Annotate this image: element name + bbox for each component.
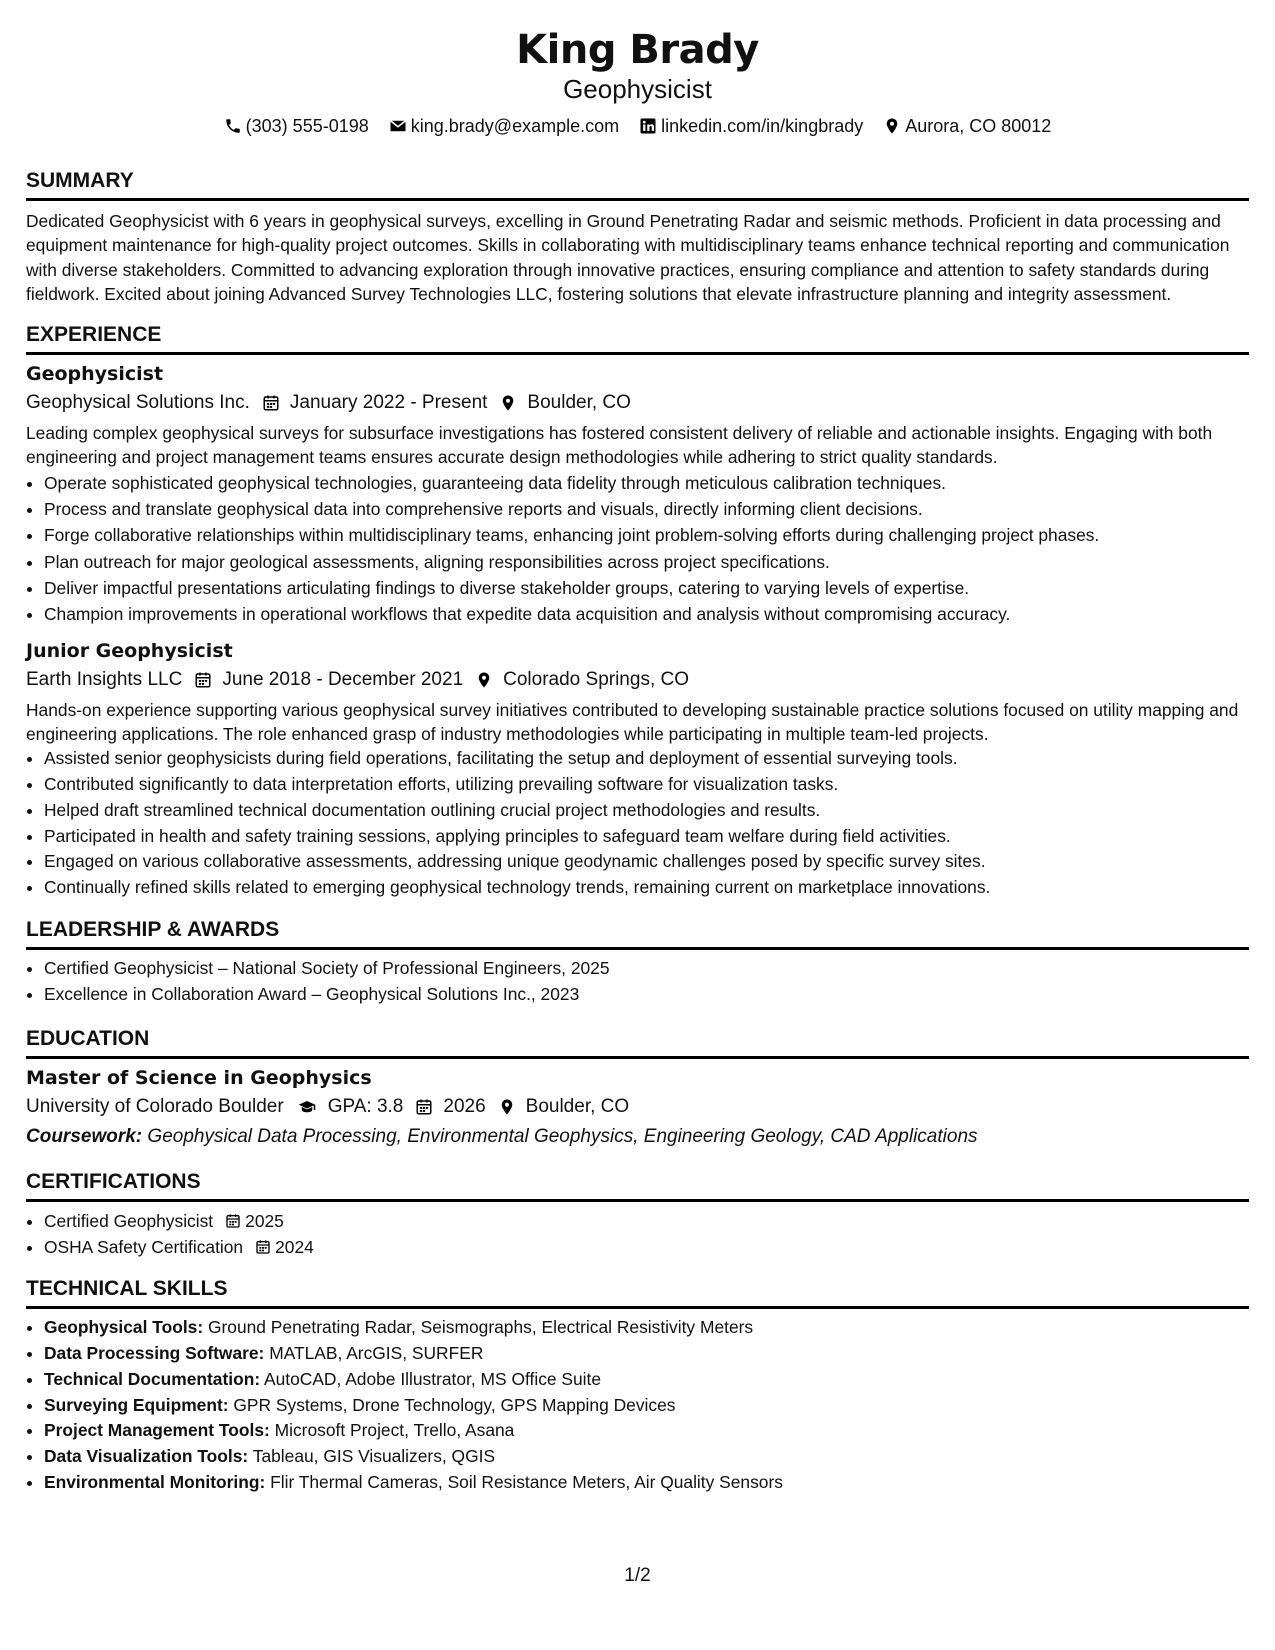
- linkedin-text: linkedin.com/in/kingbrady: [661, 116, 864, 136]
- graduation-cap-icon: [296, 1098, 318, 1116]
- skill-label: Geophysical Tools:: [44, 1317, 204, 1338]
- list-item: • Plan outreach for major geological assessments, aligning responsibilities across project specifications.: [44, 549, 1249, 575]
- skill-label: Data Visualization Tools:: [44, 1446, 249, 1467]
- list-item: • Contributed significantly to data interpretation efforts, utilizing prevailing software for visualization tasks.: [44, 772, 1249, 798]
- cert-year: 2025: [245, 1210, 284, 1231]
- job-bullets: [26, 746, 1249, 901]
- linkedin-icon: [639, 117, 657, 135]
- calendar-icon: [262, 394, 280, 412]
- job-location: [499, 389, 631, 417]
- coursework-text: Geophysical Data Processing, Environmental Geophysics, Engineering Geology, CAD Applications: [147, 1125, 978, 1147]
- school-location-text: Boulder, CO: [525, 1095, 630, 1117]
- map-pin-icon: [883, 117, 901, 135]
- list-item: • Helped draft streamlined technical documentation outlining crucial project methodologies and results.: [44, 798, 1249, 824]
- summary-section: [26, 168, 1249, 306]
- company-name: Geophysical Solutions Inc.: [26, 392, 250, 414]
- company-name: Earth Insights LLC: [26, 668, 183, 690]
- list-item: [44, 1341, 1249, 1367]
- list-item: [44, 1393, 1249, 1419]
- calendar-icon: [194, 671, 212, 689]
- job-bullets: [26, 470, 1249, 628]
- graduation-year-text: 2026: [443, 1095, 486, 1117]
- list-item: • Deliver impactful presentations articulating findings to diverse stakeholder groups, catering to varying levels of expertise.: [44, 575, 1249, 601]
- list-item: • Certified Geophysicist – National Society of Professional Engineers, 2025: [44, 956, 1249, 982]
- job-title: Geophysicist: [26, 363, 164, 386]
- skill-label: Project Management Tools:: [44, 1420, 270, 1441]
- cert-date: [255, 1234, 314, 1260]
- leadership-list: [26, 956, 1249, 1008]
- candidate-name: King Brady: [516, 27, 759, 73]
- gpa: [296, 1093, 404, 1121]
- skill-value: GPR Systems, Drone Technology, GPS Mapping Devices: [233, 1394, 676, 1415]
- job-meta: [26, 666, 1249, 694]
- leadership-section: [26, 917, 1249, 1008]
- list-item: • Excellence in Collaboration Award – Geophysical Solutions Inc., 2023: [44, 982, 1249, 1008]
- skill-value: Microsoft Project, Trello, Asana: [274, 1420, 515, 1441]
- section-heading: EXPERIENCE: [26, 322, 1249, 355]
- cert-name: • OSHA Safety Certification: [44, 1236, 244, 1257]
- section-heading: SUMMARY: [26, 168, 1249, 201]
- resume-page: [26, 0, 1249, 1496]
- map-pin-icon: [499, 394, 517, 412]
- contact-email[interactable]: [389, 114, 619, 138]
- skill-value: Ground Penetrating Radar, Seismographs, Electrical Resistivity Meters: [207, 1317, 754, 1338]
- list-item: • Continually refined skills related to emerging geophysical technology trends, remaining current on marketplace innovations.: [44, 875, 1249, 901]
- phone-icon: [224, 117, 242, 135]
- phone-text: (303) 555-0198: [245, 116, 369, 136]
- list-item: • Participated in health and safety training sessions, applying principles to safeguard team welfare during field activities.: [44, 824, 1249, 850]
- calendar-icon: [415, 1098, 433, 1116]
- skill-value: MATLAB, ArcGIS, SURFER: [269, 1342, 484, 1363]
- section-heading: LEADERSHIP & AWARDS: [26, 917, 1249, 950]
- map-pin-icon: [475, 671, 493, 689]
- skill-value: AutoCAD, Adobe Illustrator, MS Office Suite: [264, 1368, 602, 1389]
- skill-value: Flir Thermal Cameras, Soil Resistance Meters, Air Quality Sensors: [270, 1471, 783, 1492]
- job-description: Leading complex geophysical surveys for subsurface investigations has fostered consistent delivery of reliable and actionable insights. Engaging with both engineering and project management teams ensures accurate design methodologies while adhering to strict quality standards.: [26, 423, 1213, 468]
- list-item: [44, 1234, 1249, 1260]
- cert-date: [225, 1208, 284, 1234]
- job-meta: [26, 389, 1249, 417]
- graduation-year: [415, 1093, 485, 1121]
- skill-label: Technical Documentation:: [44, 1368, 261, 1389]
- coursework-label: Coursework:: [26, 1125, 143, 1147]
- skill-value: Tableau, GIS Visualizers, QGIS: [252, 1446, 496, 1467]
- cert-name: • Certified Geophysicist: [44, 1210, 214, 1231]
- certifications-list: [26, 1208, 1249, 1261]
- location-text: Aurora, CO 80012: [905, 116, 1052, 136]
- contact-phone[interactable]: [224, 114, 369, 138]
- education-section: [26, 1026, 1249, 1151]
- envelope-icon: [389, 117, 407, 135]
- skill-label: Data Processing Software:: [44, 1342, 265, 1363]
- list-item: [44, 1444, 1249, 1470]
- calendar-icon: [255, 1239, 271, 1255]
- list-item: • Engaged on various collaborative assessments, addressing unique geodynamic challenges posed by specific survey sites.: [44, 849, 1249, 875]
- candidate-title: Geophysicist: [563, 74, 712, 104]
- job-dates-text: January 2022 - Present: [289, 392, 488, 414]
- coursework: [26, 1123, 1249, 1151]
- cert-year: 2024: [275, 1236, 314, 1257]
- job-description: Hands-on experience supporting various geophysical survey initiatives contributed to developing sustainable practice solutions focused on utility mapping and engineering applications. The role enhanced grasp of industry methodologies while participating in multiple team-led projects.: [26, 699, 1239, 744]
- resume-header: [26, 26, 1249, 138]
- list-item: • Process and translate geophysical data into comprehensive reports and visuals, directly informing client decisions.: [44, 496, 1249, 522]
- job-dates: [194, 666, 463, 694]
- section-heading: TECHNICAL SKILLS: [26, 1276, 1249, 1309]
- job-dates-text: June 2018 - December 2021: [222, 668, 464, 690]
- experience-section: [26, 322, 1249, 901]
- contact-linkedin[interactable]: [639, 114, 863, 138]
- section-heading: EDUCATION: [26, 1026, 1249, 1059]
- job-location-text: Boulder, CO: [527, 392, 631, 414]
- job-entry: [26, 361, 1249, 627]
- section-heading: CERTIFICATIONS: [26, 1169, 1249, 1202]
- job-entry: [26, 638, 1249, 901]
- education-meta: [26, 1093, 1249, 1121]
- school-location: [498, 1093, 630, 1121]
- certifications-section: [26, 1169, 1249, 1261]
- job-dates: [262, 389, 488, 417]
- list-item: [44, 1315, 1249, 1341]
- map-pin-icon: [498, 1098, 516, 1116]
- skills-section: [26, 1276, 1249, 1496]
- list-item: • Assisted senior geophysicists during field operations, facilitating the setup and deployment of essential surveying tools.: [44, 746, 1249, 772]
- list-item: [44, 1418, 1249, 1444]
- contact-location: [883, 114, 1051, 138]
- degree-title: Master of Science in Geophysics: [26, 1066, 372, 1089]
- skills-list: [26, 1315, 1249, 1496]
- skill-label: Environmental Monitoring:: [44, 1471, 266, 1492]
- skill-label: Surveying Equipment:: [44, 1394, 229, 1415]
- list-item: [44, 1208, 1249, 1234]
- job-title: Junior Geophysicist: [26, 639, 233, 662]
- job-location-text: Colorado Springs, CO: [503, 668, 690, 690]
- summary-text: Dedicated Geophysicist with 6 years in geophysical surveys, excelling in Ground Penetrating Radar and seismic methods. Proficient in data processing and equipment maintenance for high-quality project outcomes. Skills in collaborating with multidisciplinary teams enhance technical reporting and communication with diverse stakeholders. Committed to advancing exploration through innovative practices, ensuring compliance and attention to safety standards during fieldwork. Excited about joining Advanced Survey Technologies LLC, fostering solutions that elevate infrastructure planning and integrity assessment.: [26, 211, 1230, 304]
- calendar-icon: [225, 1213, 241, 1229]
- email-text: king.brady@example.com: [410, 116, 620, 136]
- list-item: • Forge collaborative relationships within multidisciplinary teams, enhancing joint problem-solving efforts during challenging project phases.: [44, 522, 1249, 548]
- gpa-text: GPA: 3.8: [327, 1095, 404, 1117]
- page-number: 1/2: [624, 1565, 651, 1586]
- list-item: [44, 1367, 1249, 1393]
- contact-bar: [26, 114, 1249, 138]
- job-location: [475, 666, 689, 694]
- list-item: • Operate sophisticated geophysical technologies, guaranteeing data fidelity through meticulous calibration techniques.: [44, 470, 1249, 496]
- school-name: University of Colorado Boulder: [26, 1095, 284, 1117]
- list-item: • Champion improvements in operational workflows that expedite data acquisition and analysis without compromising accuracy.: [44, 601, 1249, 627]
- list-item: [44, 1470, 1249, 1496]
